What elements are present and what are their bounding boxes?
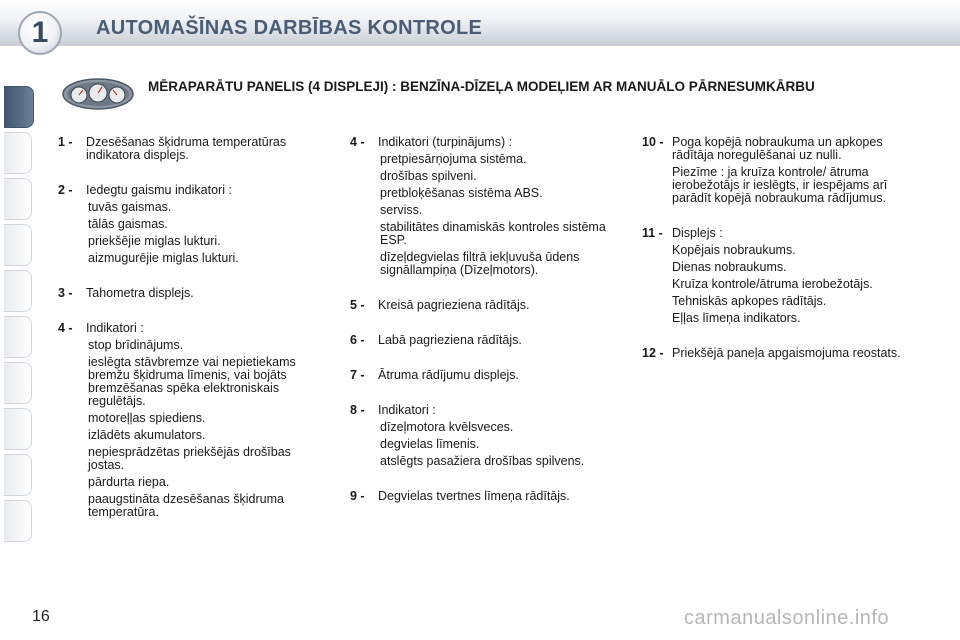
legend-number: 8 - bbox=[350, 403, 365, 417]
legend-text: Kreisā pagrieziena rādītājs. bbox=[378, 298, 530, 312]
legend-subitem: pārdurta riepa. bbox=[88, 475, 170, 489]
legend-number: 11 - bbox=[642, 226, 663, 240]
legend-text: Displejs : bbox=[672, 226, 723, 240]
legend-entry bbox=[350, 299, 610, 316]
legend-number: 9 - bbox=[350, 489, 365, 503]
legend-subitem: tālās gaismas. bbox=[88, 217, 168, 231]
legend-subitem: tuvās gaismas. bbox=[88, 200, 172, 214]
legend-subitem: Eļļas līmeņa indikators. bbox=[672, 311, 801, 325]
legend-number: 2 - bbox=[58, 183, 73, 197]
legend-subitem: paaugstināta dzesēšanas šķidruma temperatūra. bbox=[88, 492, 284, 519]
legend-text: Indikatori (turpinājums) : bbox=[378, 135, 513, 149]
column-middle bbox=[350, 136, 610, 525]
chapter-number-badge: 1 bbox=[18, 11, 62, 55]
legend-subitem: degvielas līmenis. bbox=[380, 437, 480, 451]
legend-number: 6 - bbox=[350, 333, 365, 347]
legend-subitem: pretbloķēšanas sistēma ABS. bbox=[380, 186, 543, 200]
legend-text: Degvielas tvertnes līmeņa rādītājs. bbox=[378, 489, 570, 503]
chapter-tab[interactable] bbox=[4, 454, 32, 496]
legend-subitem: aizmugurējie miglas lukturi. bbox=[88, 251, 239, 265]
legend-text: Ātruma rādījumu displejs. bbox=[378, 368, 520, 382]
legend-subitem: atslēgts pasažiera drošības spilvens. bbox=[380, 454, 585, 468]
chapter-tab[interactable] bbox=[4, 270, 32, 312]
legend-text: Indikatori : bbox=[378, 403, 436, 417]
legend-subitem: Kruīza kontrole/ātruma ierobežotājs. bbox=[672, 277, 873, 291]
legend-text: Labā pagrieziena rādītājs. bbox=[378, 333, 522, 347]
legend-entry bbox=[58, 136, 313, 166]
legend-entry bbox=[642, 227, 902, 329]
section-title: MĒRAPARĀTU PANELIS (4 DISPLEJI) : BENZĪNA-DĪZEĻA MODEĻIEM AR MANUĀLO PĀRNESUMKĀRBU bbox=[148, 79, 815, 94]
legend-entry bbox=[350, 490, 610, 507]
legend-subitem: ieslēgta stāvbremze vai nepietiekams bremžu šķidruma līmenis, vai bojāts bremzēšanas spēka elektroniskais regulētājs. bbox=[88, 355, 296, 408]
page-number: 16 bbox=[32, 608, 50, 625]
legend-number: 10 - bbox=[642, 135, 664, 149]
legend-text: Indikatori : bbox=[86, 321, 144, 335]
legend-text: Priekšējā paneļa apgaismojuma reostats. bbox=[672, 346, 901, 360]
legend-subitem: priekšējie miglas lukturi. bbox=[88, 234, 221, 248]
legend-entry bbox=[642, 347, 902, 364]
chapter-tab[interactable] bbox=[4, 178, 32, 220]
legend-number: 7 - bbox=[350, 368, 365, 382]
legend-entry bbox=[58, 322, 313, 523]
column-left bbox=[58, 136, 313, 541]
column-right bbox=[642, 136, 902, 382]
legend-text: Dzesēšanas šķidruma temperatūras indikatora displejs. bbox=[86, 135, 287, 162]
legend-number: 3 - bbox=[58, 286, 73, 300]
legend-text: Iedegtu gaismu indikatori : bbox=[86, 183, 232, 197]
instrument-panel-icon bbox=[62, 78, 134, 110]
chapter-tab[interactable] bbox=[4, 316, 32, 358]
legend-entry bbox=[58, 287, 313, 304]
legend-subitem: Kopējais nobraukums. bbox=[672, 243, 796, 257]
legend-subitem: izlādēts akumulators. bbox=[88, 428, 206, 442]
legend-text: Tahometra displejs. bbox=[86, 286, 194, 300]
chapter-tab[interactable] bbox=[4, 500, 32, 542]
legend-subitem: Dienas nobraukums. bbox=[672, 260, 787, 274]
legend-subitem: stop brīdinājums. bbox=[88, 338, 184, 352]
legend-number: 5 - bbox=[350, 298, 365, 312]
legend-number: 4 - bbox=[58, 321, 73, 335]
legend-entry bbox=[350, 369, 610, 386]
chapter-tab[interactable] bbox=[4, 132, 32, 174]
legend-number: 12 - bbox=[642, 346, 664, 360]
legend-entry bbox=[350, 334, 610, 351]
chapter-tabs bbox=[0, 62, 34, 578]
legend-entry bbox=[642, 136, 902, 209]
page-title: AUTOMAŠĪNAS DARBĪBAS KONTROLE bbox=[96, 17, 483, 39]
chapter-tab[interactable] bbox=[4, 224, 32, 266]
legend-subitem: dīzeļdegvielas filtrā iekļuvuša ūdens signāllampiņa (Dīzeļmotors). bbox=[380, 250, 580, 277]
legend-text: Poga kopējā nobraukuma un apkopes rādītāja noregulēšanai uz nulli. bbox=[672, 135, 883, 162]
legend-subitem: pretpiesārņojuma sistēma. bbox=[380, 152, 527, 166]
legend-entry bbox=[58, 184, 313, 269]
legend-entry bbox=[350, 404, 610, 472]
chapter-tab[interactable] bbox=[4, 362, 32, 404]
legend-subitem: dīzeļmotora kvēlsveces. bbox=[380, 420, 514, 434]
legend-number: 1 - bbox=[58, 135, 73, 149]
legend-entry bbox=[350, 136, 610, 281]
legend-subitem: nepiesprādzētas priekšējās drošības jostas. bbox=[88, 445, 291, 472]
watermark: carmanualsonline.info bbox=[684, 607, 890, 629]
legend-subitem: motoreļļas spiediens. bbox=[88, 411, 206, 425]
legend-subitem: Piezīme : ja kruīza kontrole/ ātruma ierobežotājs ir ieslēgts, ir iespējams arī parādīt kopējā nobraukuma rādījumus. bbox=[672, 165, 888, 205]
legend-subitem: drošības spilveni. bbox=[380, 169, 477, 183]
legend-subitem: serviss. bbox=[380, 203, 423, 217]
legend-subitem: Tehniskās apkopes rādītājs. bbox=[672, 294, 827, 308]
legend-subitem: stabilitātes dinamiskās kontroles sistēma ESP. bbox=[380, 220, 606, 247]
chapter-tab-active[interactable] bbox=[4, 86, 34, 128]
chapter-tab[interactable] bbox=[4, 408, 32, 450]
legend-number: 4 - bbox=[350, 135, 365, 149]
